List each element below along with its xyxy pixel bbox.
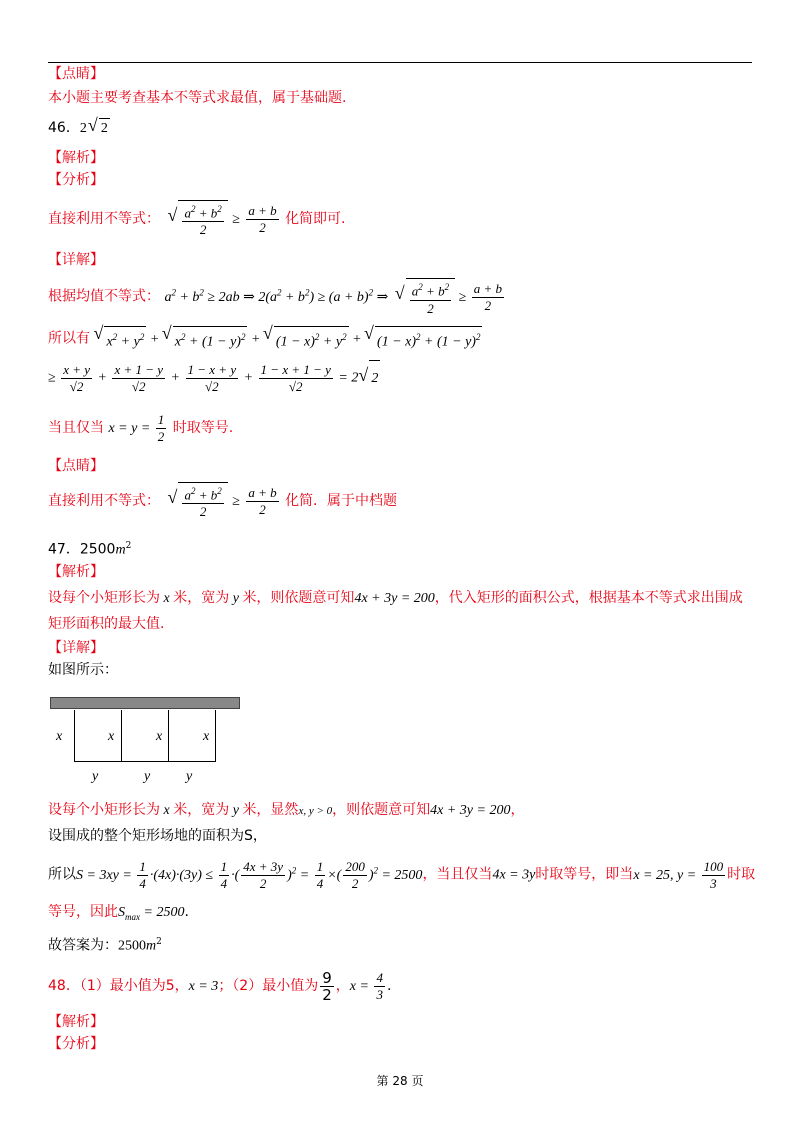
text-summary-45: 本小题主要考查基本不等式求最值，属于基础题. — [48, 90, 347, 106]
label-x-4: x — [203, 729, 210, 744]
answer-46: 46．2√ 2 — [48, 118, 110, 139]
tag-xiangjie-47: 【详解】 — [48, 640, 104, 656]
label-y-2: y — [144, 769, 151, 784]
label-y-1: y — [92, 769, 99, 784]
xiangjie-46-line2: 所以有 √ $x^2 + y^2$ + √ $x^2 + (1 - y)^2$ + √ $(1 - x)^2 + y^2$ + √ $(1 - x)^2 + (1 - y)^2$ — [48, 326, 482, 353]
wall-bar — [50, 697, 240, 709]
tag-dianjing-45: 【点睛】 — [48, 66, 104, 82]
tag-dianjing-46: 【点睛】 — [48, 458, 104, 474]
solution-47-line4: 等号，因此$S_{max} = 2500$. — [48, 904, 189, 922]
page-number: 第 28 页 — [376, 1074, 424, 1088]
small-rect-1 — [74, 710, 122, 762]
dianjing-46: 直接利用不等式： √ $\frac{a^2 + b^2}{2}$ ≥ $\frac{a + b}{2}$ 化简．属于中档题 — [48, 482, 397, 520]
xiangjie-46-line3: ≥ $\frac{x + y}{√2}$ + $\frac{x + 1 - y}{√2}$ + $\frac{1 - x + y}{√2}$ + $\frac{1 - x + 1 - y}{√2}$ = 2√ 2 — [48, 360, 380, 397]
label-x-2: x — [108, 729, 115, 744]
rectangles-figure — [50, 697, 250, 797]
solution-47-line2: 设围成的整个矩形场地的面积为S， — [48, 828, 267, 844]
figure-intro: 如图所示： — [48, 662, 118, 678]
final-answer-47: 故答案为：$2500m^2$ — [48, 937, 162, 954]
tag-fenxi-46: 【分析】 — [48, 172, 104, 188]
tag-jiexi-46: 【解析】 — [48, 150, 104, 166]
equality-46: 当且仅当 x = y = $\frac{1}{2}$ 时取等号. — [48, 412, 234, 445]
header-rule — [48, 62, 752, 63]
tag-jiexi-48: 【解析】 — [48, 1014, 104, 1030]
tag-fenxi-48: 【分析】 — [48, 1036, 104, 1052]
jiexi-47-line1: 设每个小矩形长为 x 米，宽为 y 米，则依题意可知4x + 3y = 200，代入矩形的面积公式，根据基本不等式求出围成 — [48, 590, 743, 606]
label-y-3: y — [186, 769, 193, 784]
xiangjie-46-line1: 根据均值不等式： $a^2 + b^2 \ge 2ab$ ⇒ $2(a^2 + b^2) \ge (a + b)^2$ ⇒ √ $\frac{a^2 + b^2}{2}$ ≥ $\frac{a + b}{2}$ — [48, 274, 506, 317]
jiexi-47-line2: 矩形面积的最大值. — [48, 616, 165, 632]
answer-47: 47．$2500m^2$ — [48, 541, 132, 558]
solution-47-line1: 设每个小矩形长为 x 米，宽为 y 米，显然x, y > 0，则依题意可知4x + 3y = 200， — [48, 802, 525, 818]
answer-48: 48．（1）最小值为5，x = 3；（2）最小值为 $\frac{9}{2}$ ，x = $\frac{4}{3}$ . — [48, 968, 392, 1004]
tag-xiangjie-46: 【详解】 — [48, 252, 104, 268]
label-x-3: x — [156, 729, 163, 744]
solution-47-line3: 所以S = 3xy = $\frac{1}{4}$ ·(4x)·(3y) ≤ $\frac{1}{4}$ ·( $\frac{4x + 3y}{2}$ )$^2$ = $\frac{1}{4}$ ×( $\frac{200}{2}$ )$^2$ = 2500，当且仅当4x = 3y时取等号，即当x = 25, y = $\frac{100}{3}$ 时取 — [48, 858, 756, 891]
label-x-1: x — [56, 729, 63, 744]
tag-jiexi-47: 【解析】 — [48, 564, 104, 580]
fenxi-46: 直接利用不等式： √ $\frac{a^2 + b^2}{2}$ ≥ $\frac{a + b}{2}$ 化简即可. — [48, 200, 346, 238]
